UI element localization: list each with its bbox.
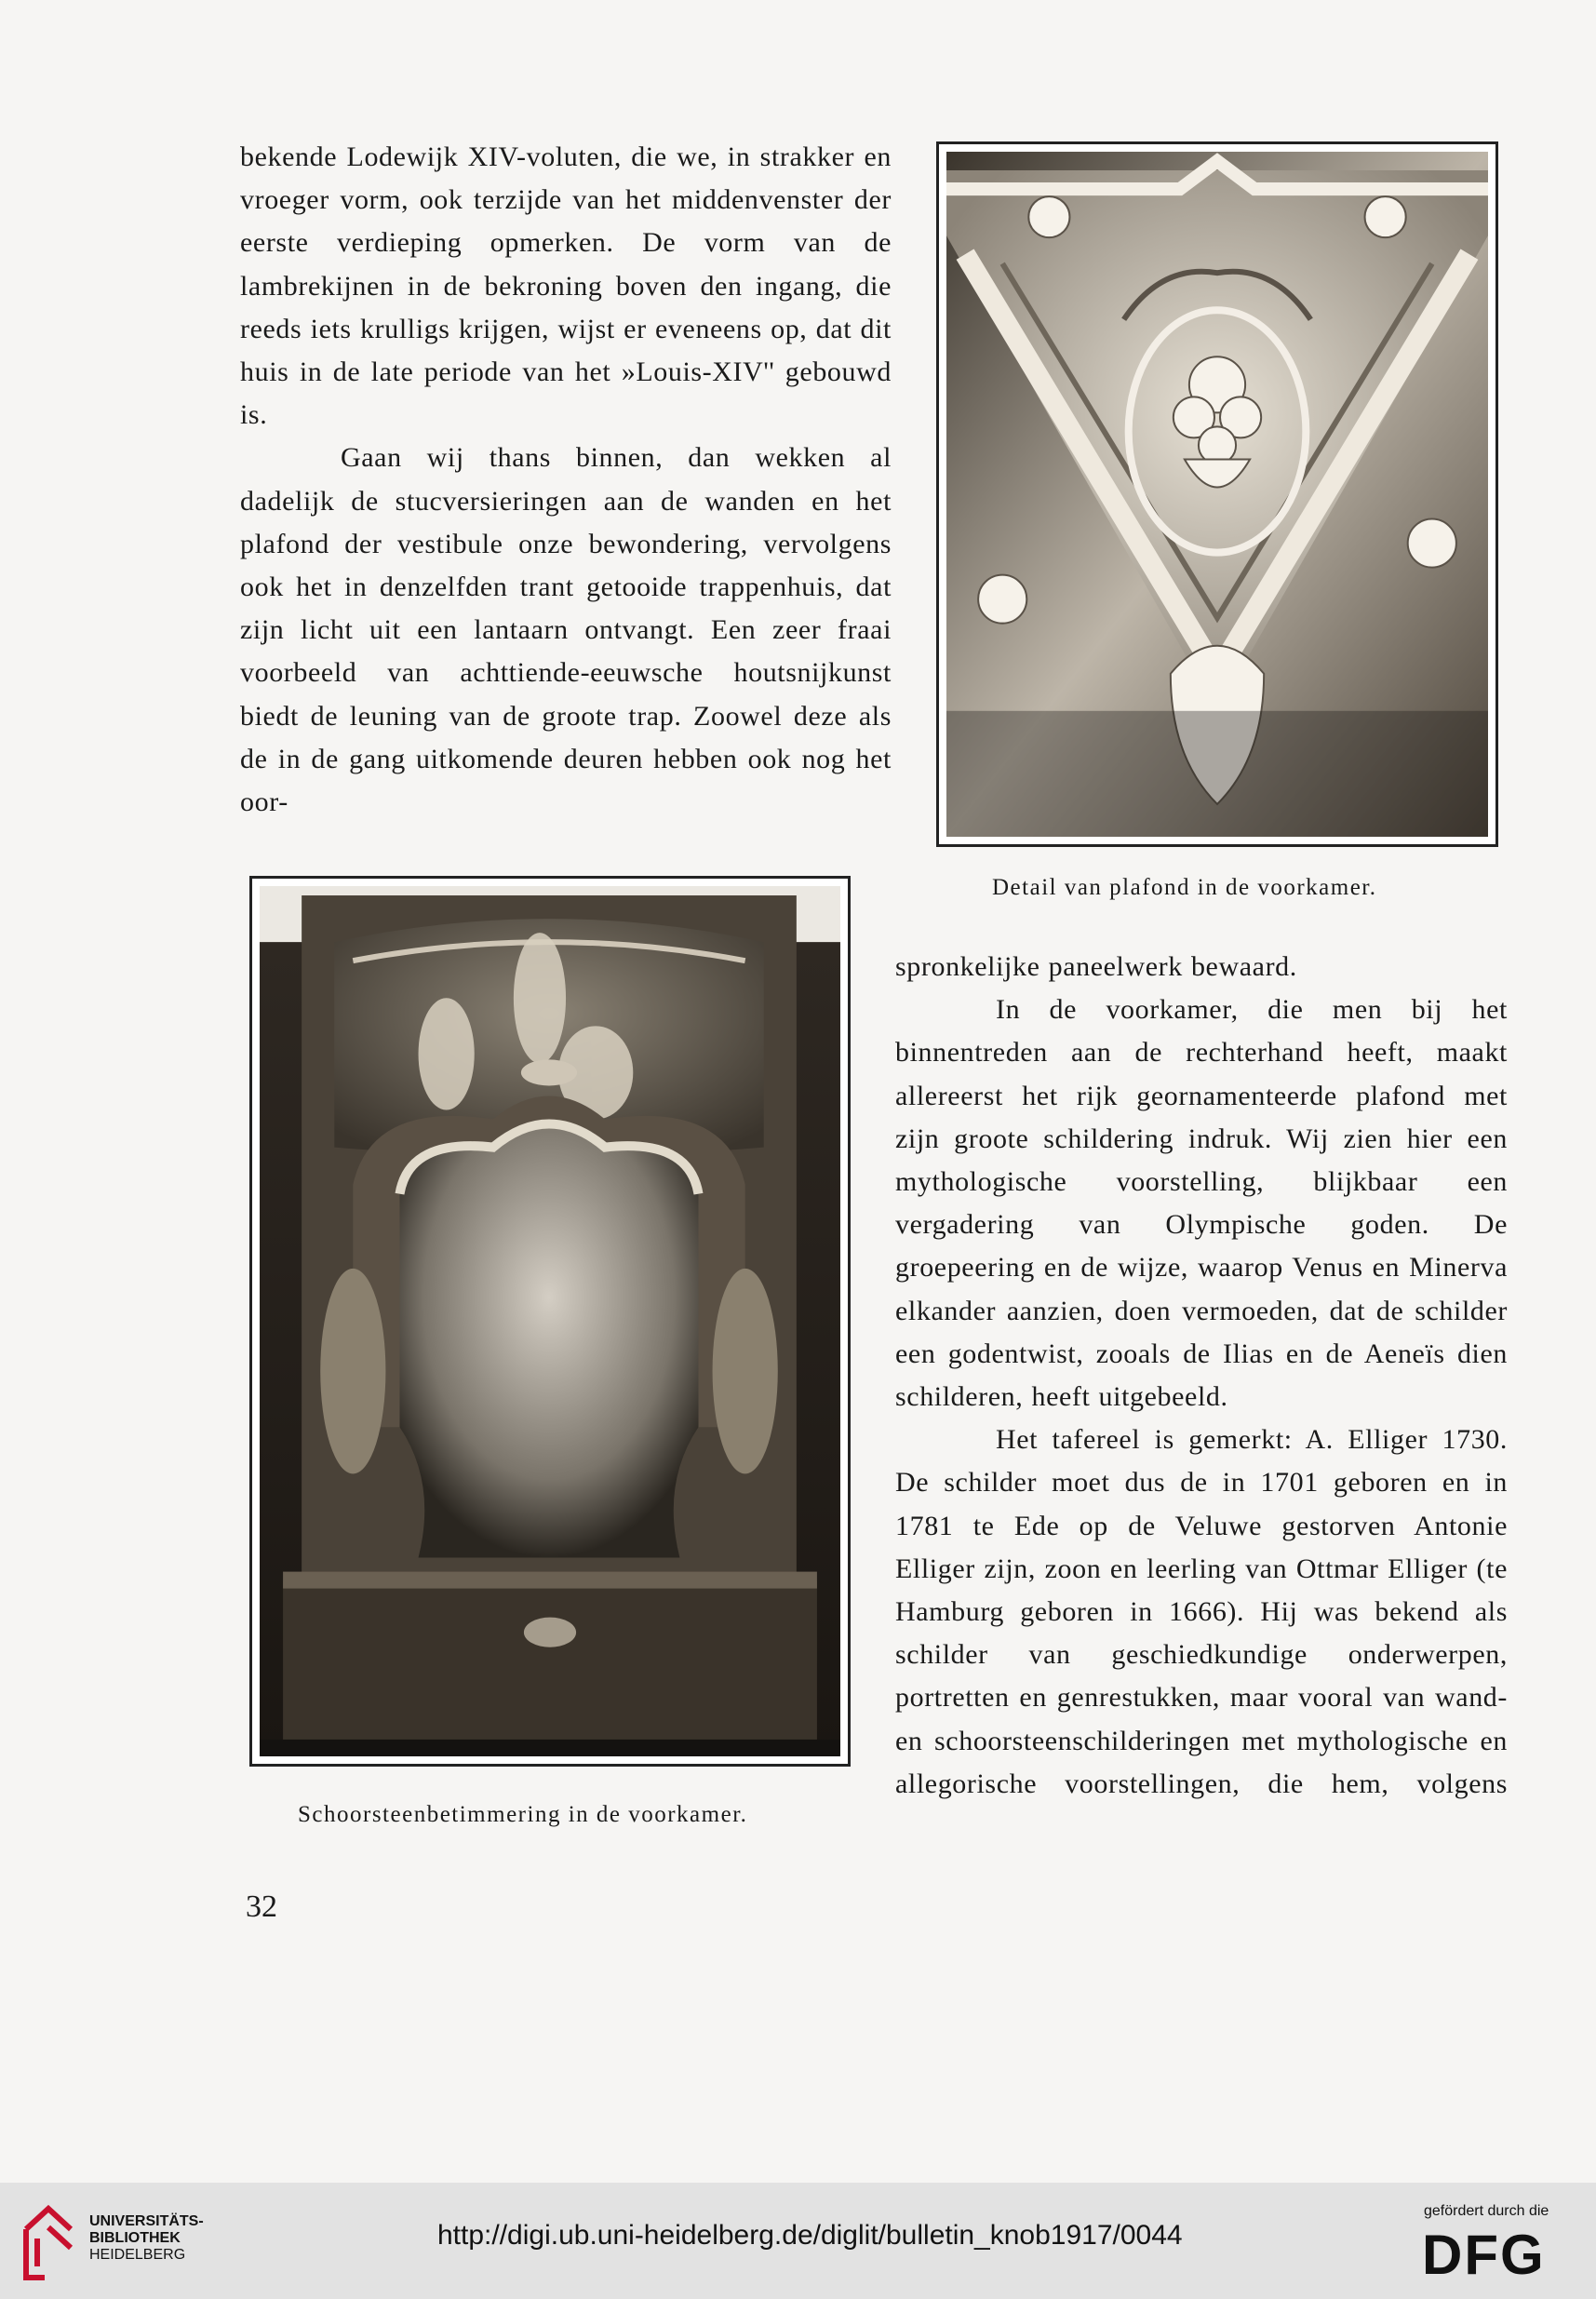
chimneypiece-photo (249, 876, 851, 1767)
paragraph: Gaan wij thans binnen, dan wekken al dadelijk de stucversieringen aan de wanden en het plafond der vestibule onze bewondering, vervolgens ook het in denzelfden trant getooide trappenhuis, dat zijn licht uit een lantaarn ontvangt. Een zeer fraai voorbeeld van achttiende-eeuwsche houtsnijkunst biedt de leuning van de groote trap. Zoowel deze als de in de gang uitkomende deuren hebben ook nog het oor- (240, 442, 892, 818)
ceiling-detail-photo (936, 141, 1498, 847)
paragraph: In de voorkamer, die men bij het binnentreden aan de rechterhand heeft, maakt allereerst het rijk geornamenteerde plafond met zijn groote schildering indruk. Wij zien hier een mythologische voorstelling, blijkbaar een vergadering van Olympische goden. De groepeering en de wijze, waarop Venus en Minerva elkander aanzien, doen vermoeden, dat de schilder een godentwist, zooals de Ilias en de Aeneïs dien schilderen, heeft uitgebeeld. (895, 994, 1508, 1413)
funder-label: gefördert durch die (1424, 2203, 1549, 2219)
ub-heidelberg-logo-icon (17, 2201, 80, 2283)
page-number: 32 (246, 1889, 277, 1924)
text-column-right (895, 946, 1508, 1806)
caption-chimney-photo: Schoorsteenbetimmering in de voorkamer. (298, 1802, 748, 1827)
institution-name: UNIVERSITÄTS- BIBLIOTHEK HEIDELBERG (89, 2213, 204, 2263)
permalink-url[interactable]: http://digi.ub.uni-heidelberg.de/diglit/bulletin_knob1917/0044 (437, 2220, 1183, 2251)
paragraph: Het tafereel is gemerkt: A. Elliger 1730. De schilder moet dus de in 1701 geboren en in 1781 te Ede op de Veluwe gestorven Antonie Elliger zijn, zoon en leerling van Ottmar Elliger (te Hamburg geboren in 1666). Hij was bekend als schilder van geschiedkundige onderwerpen, portretten en genrestukken, maar vooral van wand- en schoorsteenschilderingen met mythologische en allegorische voorstellingen, die hem, volgens (895, 1424, 1508, 1799)
text-column-top-left (240, 136, 892, 824)
paragraph: bekende Lodewijk XIV-voluten, die we, in strakker en vroeger vorm, ook terzijde van het middenvenster der eerste verdieping opmerken. De vorm van de lambrekijnen in de bekroning boven den ingang, die reeds iets krulligs krijgen, wijst er eveneens op, dat dit huis in de late periode van het »Louis-XIV'' gebouwd is. (240, 141, 892, 431)
dfg-logo-icon: DFG (1422, 2224, 1546, 2286)
paragraph: spronkelijke paneelwerk bewaard. (895, 951, 1297, 982)
digitization-footer (0, 2183, 1596, 2299)
caption-ceiling-photo: Detail van plafond in de voorkamer. (992, 875, 1377, 900)
